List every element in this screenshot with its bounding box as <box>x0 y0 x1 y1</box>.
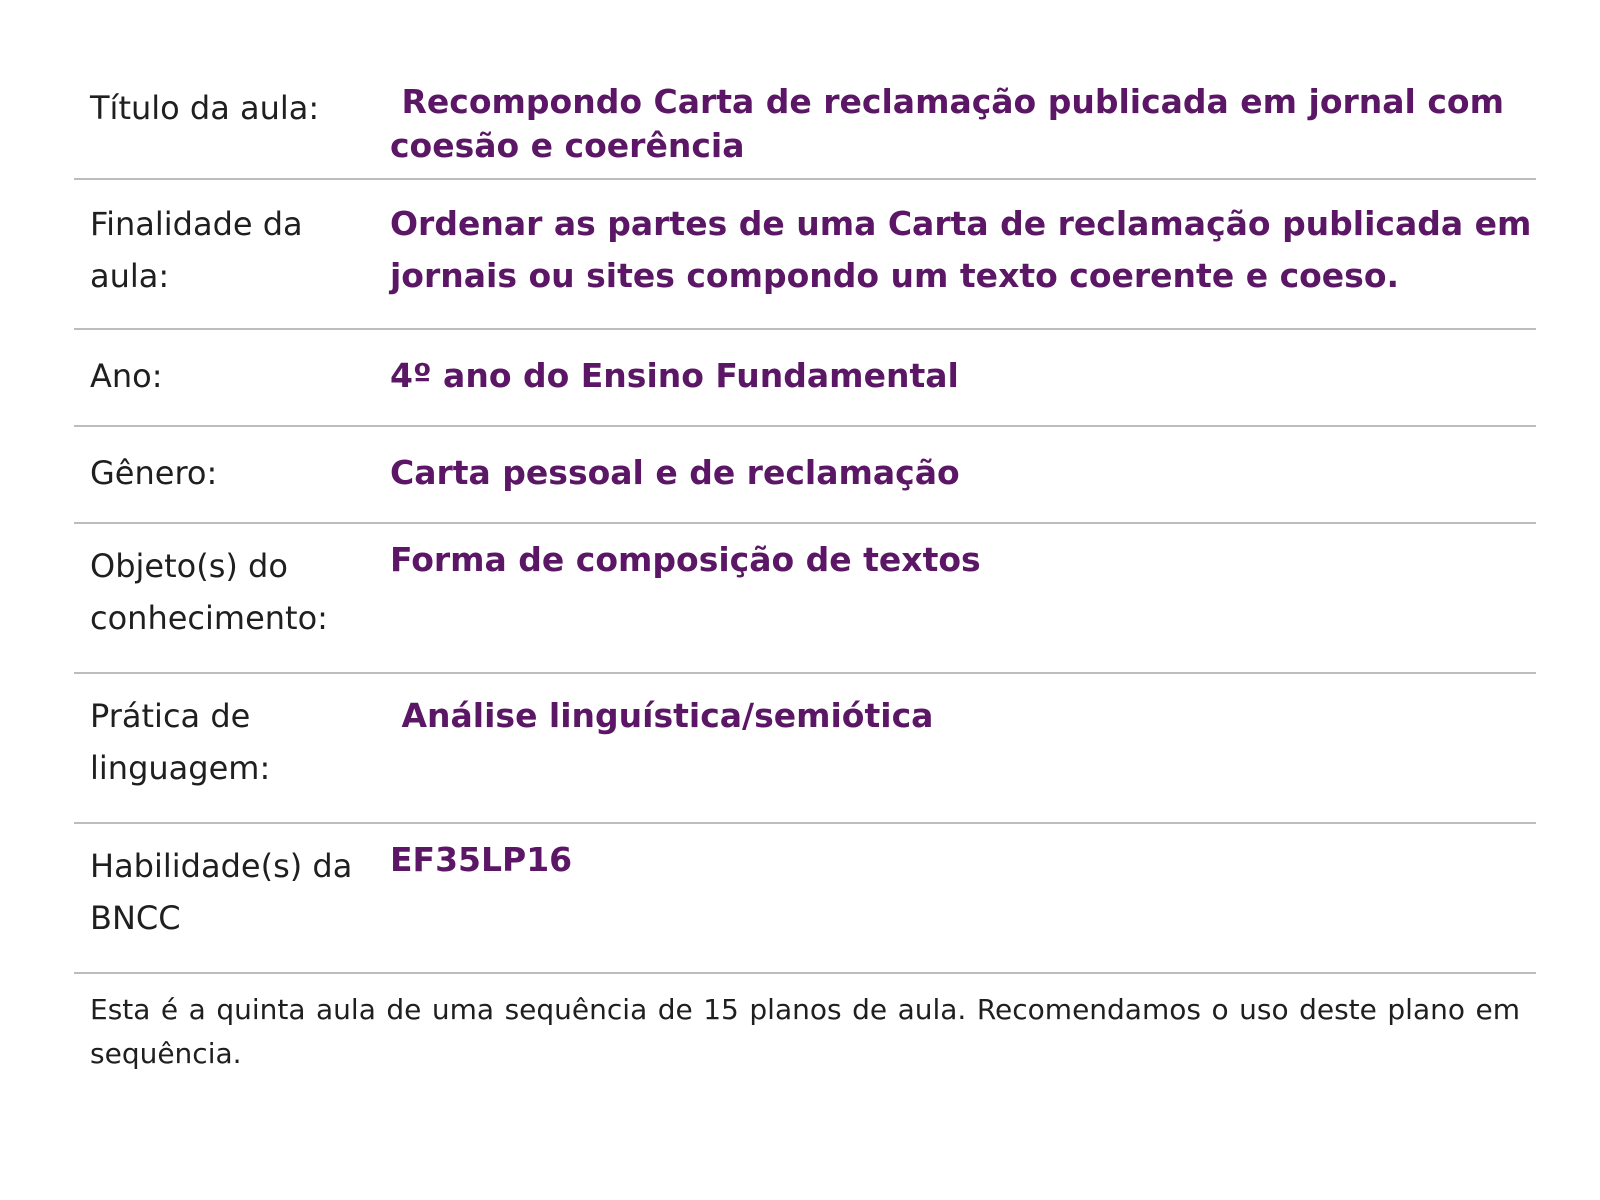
sequence-note: Esta é a quinta aula de uma sequência de 15 planos de aula. Recomendamos o uso deste plano em sequência. <box>90 993 1520 1070</box>
value-pratica: Análise linguística/semiótica <box>390 696 934 735</box>
row-genero <box>74 427 1536 524</box>
value-objeto: Forma de composição de textos <box>390 540 981 579</box>
label-genero: Gênero: <box>90 454 218 492</box>
label-ano: Ano: <box>90 357 163 395</box>
label-objeto: Objeto(s) do conhecimento: <box>90 547 328 637</box>
row-titulo <box>74 58 1536 180</box>
label-pratica: Prática de linguagem: <box>90 697 271 787</box>
row-habilidade <box>74 824 1536 974</box>
row-objeto <box>74 524 1536 674</box>
label-finalidade: Finalidade da aula: <box>90 205 303 295</box>
value-habilidade: EF35LP16 <box>390 840 573 879</box>
value-titulo: Recompondo Carta de reclamação publicada em jornal com coesão e coerência <box>390 82 1516 165</box>
value-ano: 4º ano do Ensino Fundamental <box>390 356 959 395</box>
label-titulo: Título da aula: <box>90 89 320 127</box>
value-genero: Carta pessoal e de reclamação <box>390 453 960 492</box>
row-pratica <box>74 674 1536 824</box>
label-habilidade: Habilidade(s) da BNCC <box>90 847 353 937</box>
row-finalidade <box>74 180 1536 330</box>
value-finalidade: Ordenar as partes de uma Carta de reclamação publicada em jornais ou sites compondo um texto coerente e coeso. <box>390 204 1532 295</box>
row-ano <box>74 330 1536 427</box>
lesson-info-table <box>74 58 1536 1076</box>
